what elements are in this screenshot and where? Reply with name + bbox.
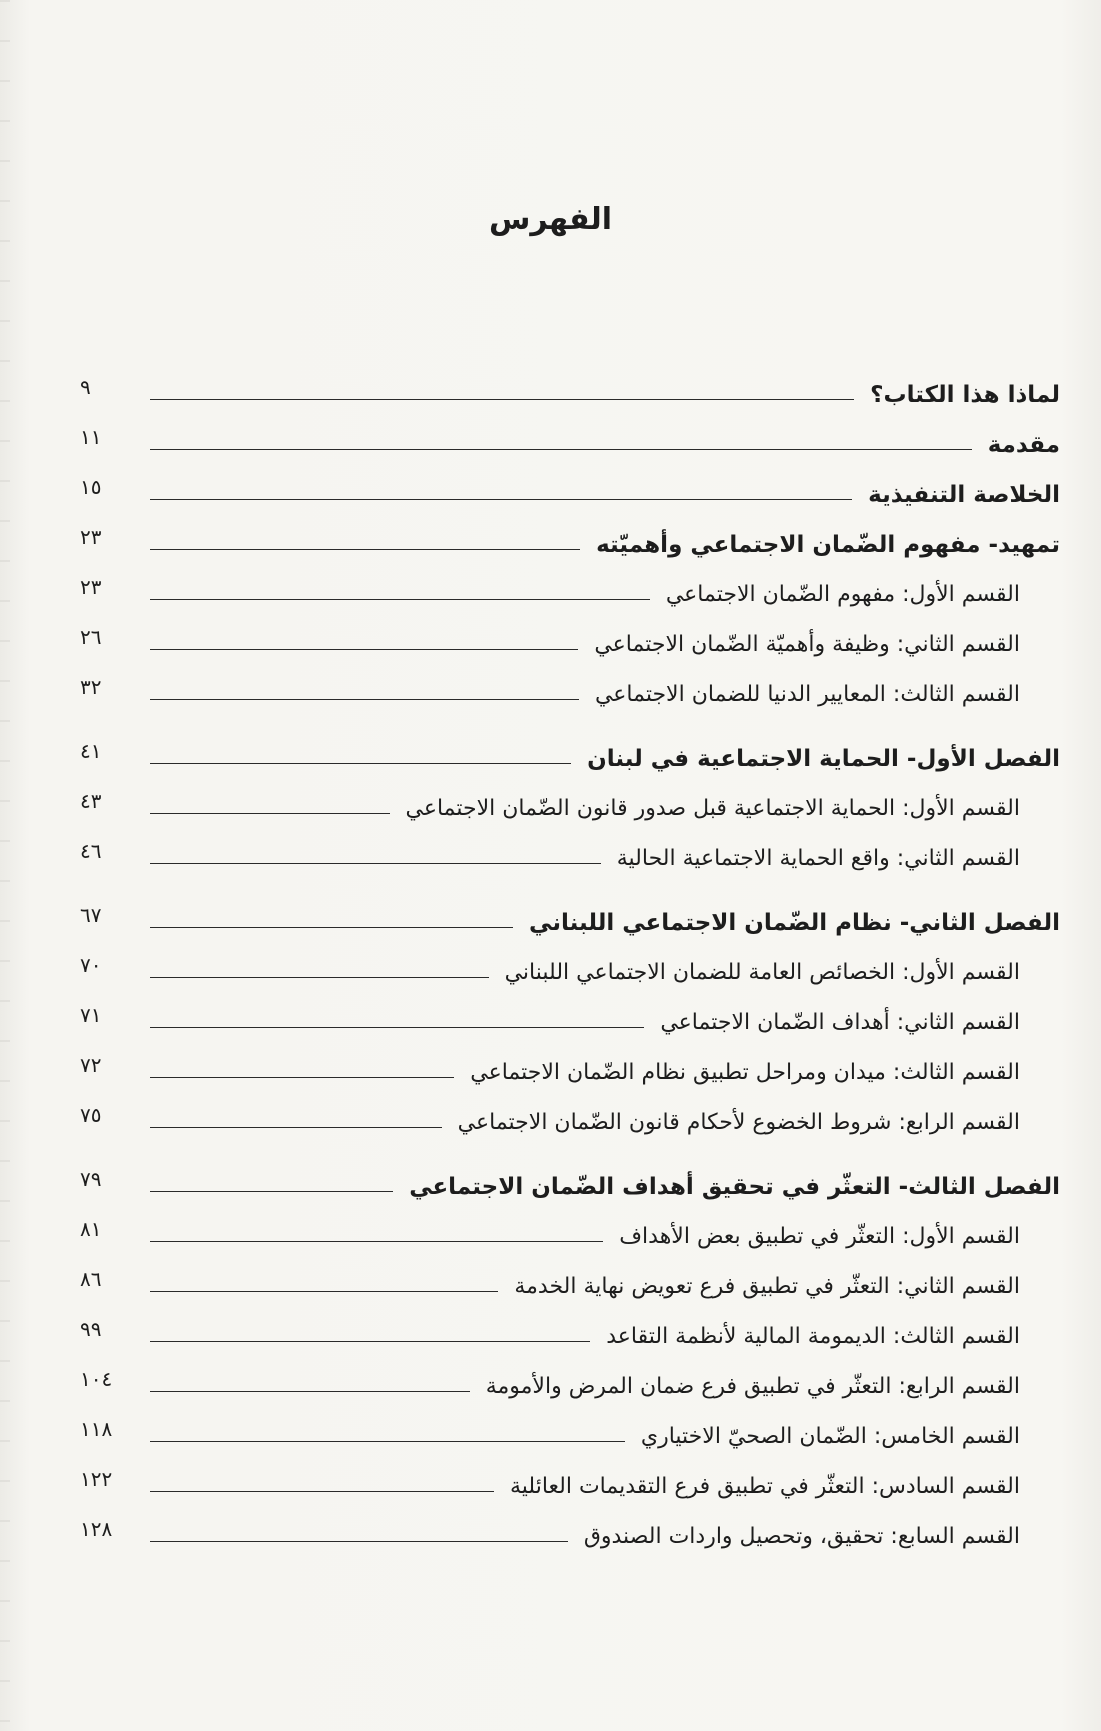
section-gap bbox=[80, 710, 1060, 724]
toc-page-number: ٩ bbox=[80, 375, 91, 399]
toc-page-number: ١١٨ bbox=[80, 1417, 113, 1441]
leader-line bbox=[150, 549, 580, 550]
toc-entry[interactable] bbox=[80, 510, 1060, 560]
toc-entry-label: القسم الأول: التعثّر في تطبيق بعض الأهداف bbox=[619, 1224, 1020, 1249]
toc-entry-label: القسم الثاني: وظيفة وأهميّة الضّمان الاجتماعي bbox=[594, 632, 1020, 657]
toc-entry-label: تمهيد- مفهوم الضّمان الاجتماعي وأهميّته bbox=[596, 532, 1060, 558]
table-of-contents bbox=[80, 360, 1060, 1552]
leader-line bbox=[150, 863, 601, 864]
toc-entry[interactable] bbox=[80, 888, 1060, 938]
toc-page-number: ٤٦ bbox=[80, 839, 102, 863]
toc-entry-label: القسم الأول: الحماية الاجتماعية قبل صدور قانون الضّمان الاجتماعي bbox=[405, 796, 1020, 821]
toc-entry[interactable] bbox=[80, 1502, 1060, 1552]
toc-entry-label: القسم الثالث: ميدان ومراحل تطبيق نظام الضّمان الاجتماعي bbox=[470, 1060, 1020, 1085]
toc-entry-label: الخلاصة التنفيذية bbox=[868, 482, 1060, 508]
leader-line bbox=[150, 499, 852, 500]
toc-page-number: ٤١ bbox=[80, 739, 102, 763]
toc-entry[interactable] bbox=[80, 560, 1060, 610]
toc-page-number: ١٢٨ bbox=[80, 1517, 113, 1541]
leader-line bbox=[150, 599, 650, 600]
toc-page-number: ٢٣ bbox=[80, 575, 102, 599]
toc-page-number: ٢٦ bbox=[80, 625, 102, 649]
page-title: الفهرس bbox=[488, 202, 612, 237]
toc-entry[interactable] bbox=[80, 1152, 1060, 1202]
toc-entry-label: القسم الثالث: الديمومة المالية لأنظمة التقاعد bbox=[606, 1324, 1020, 1349]
toc-entry[interactable] bbox=[80, 938, 1060, 988]
leader-line bbox=[150, 649, 578, 650]
toc-entry[interactable] bbox=[80, 824, 1060, 874]
toc-page-number: ٢٣ bbox=[80, 525, 102, 549]
toc-entry-label: القسم الثاني: واقع الحماية الاجتماعية الحالية bbox=[616, 846, 1020, 871]
toc-entry-label: القسم الثاني: التعثّر في تطبيق فرع تعويض نهاية الخدمة bbox=[514, 1274, 1020, 1299]
leader-line bbox=[150, 399, 854, 400]
leader-line bbox=[150, 1241, 603, 1242]
toc-entry[interactable] bbox=[80, 1088, 1060, 1138]
toc-page-number: ٨٦ bbox=[80, 1267, 102, 1291]
toc-entry[interactable] bbox=[80, 1252, 1060, 1302]
toc-entry-label: القسم الأول: الخصائص العامة للضمان الاجتماعي اللبناني bbox=[504, 960, 1020, 985]
toc-entry[interactable] bbox=[80, 1038, 1060, 1088]
leader-line bbox=[150, 1291, 498, 1292]
leader-line bbox=[150, 1441, 625, 1442]
leader-line bbox=[150, 1491, 494, 1492]
toc-entry[interactable] bbox=[80, 410, 1060, 460]
toc-entry[interactable] bbox=[80, 660, 1060, 710]
toc-entry-label: مقدمة bbox=[987, 432, 1060, 458]
toc-page-number: ٦٧ bbox=[80, 903, 102, 927]
toc-entry[interactable] bbox=[80, 988, 1060, 1038]
toc-entry[interactable] bbox=[80, 724, 1060, 774]
toc-page-number: ٧٢ bbox=[80, 1053, 102, 1077]
toc-entry-label: القسم الأول: مفهوم الضّمان الاجتماعي bbox=[665, 582, 1020, 607]
page-edge bbox=[0, 0, 10, 1731]
leader-line bbox=[150, 449, 972, 450]
toc-page-number: ٧٥ bbox=[80, 1103, 102, 1127]
section-gap bbox=[80, 1138, 1060, 1152]
toc-entry-label: القسم السادس: التعثّر في تطبيق فرع التقديمات العائلية bbox=[509, 1474, 1020, 1499]
leader-line bbox=[150, 927, 513, 928]
leader-line bbox=[150, 699, 579, 700]
toc-page-number: ١٢٢ bbox=[80, 1467, 113, 1491]
leader-line bbox=[150, 1391, 470, 1392]
toc-entry-label: القسم الخامس: الضّمان الصحيّ الاختياري bbox=[640, 1424, 1020, 1449]
leader-line bbox=[150, 1127, 442, 1128]
leader-line bbox=[150, 1191, 393, 1192]
leader-line bbox=[150, 1541, 568, 1542]
toc-entry[interactable] bbox=[80, 460, 1060, 510]
toc-entry[interactable] bbox=[80, 1202, 1060, 1252]
toc-page-number: ٧٩ bbox=[80, 1167, 102, 1191]
leader-line bbox=[150, 813, 390, 814]
toc-page-number: ٣٢ bbox=[80, 675, 102, 699]
toc-entry-label: القسم الثالث: المعايير الدنيا للضمان الاجتماعي bbox=[594, 682, 1020, 707]
toc-page-number: ١٥ bbox=[80, 475, 102, 499]
toc-entry-label: القسم الثاني: أهداف الضّمان الاجتماعي bbox=[660, 1010, 1020, 1035]
toc-entry-label: الفصل الثالث- التعثّر في تحقيق أهداف الضّمان الاجتماعي bbox=[409, 1174, 1060, 1200]
leader-line bbox=[150, 1341, 590, 1342]
section-gap bbox=[80, 874, 1060, 888]
toc-entry-label: الفصل الثاني- نظام الضّمان الاجتماعي اللبناني bbox=[529, 910, 1060, 936]
toc-page-number: ١١ bbox=[80, 425, 102, 449]
leader-line bbox=[150, 1077, 454, 1078]
leader-line bbox=[150, 763, 571, 764]
leader-line bbox=[150, 1027, 644, 1028]
toc-page-number: ٧١ bbox=[80, 1003, 102, 1027]
toc-entry[interactable] bbox=[80, 360, 1060, 410]
toc-page-number: ٤٣ bbox=[80, 789, 102, 813]
toc-entry-label: القسم السابع: تحقيق، وتحصيل واردات الصندوق bbox=[583, 1524, 1020, 1549]
toc-page-number: ٩٩ bbox=[80, 1317, 102, 1341]
toc-page-number: ١٠٤ bbox=[80, 1367, 113, 1391]
toc-entry[interactable] bbox=[80, 774, 1060, 824]
toc-page-number: ٧٠ bbox=[80, 953, 102, 977]
toc-entry[interactable] bbox=[80, 1352, 1060, 1402]
toc-page-number: ٨١ bbox=[80, 1217, 102, 1241]
toc-entry-label: لماذا هذا الكتاب؟ bbox=[870, 382, 1060, 408]
toc-entry-label: القسم الرابع: شروط الخضوع لأحكام قانون الضّمان الاجتماعي bbox=[457, 1110, 1020, 1135]
toc-entry-label: القسم الرابع: التعثّر في تطبيق فرع ضمان المرض والأمومة bbox=[485, 1374, 1020, 1399]
toc-entry[interactable] bbox=[80, 1402, 1060, 1452]
toc-entry[interactable] bbox=[80, 1302, 1060, 1352]
toc-entry-label: الفصل الأول- الحماية الاجتماعية في لبنان bbox=[587, 746, 1060, 772]
leader-line bbox=[150, 977, 489, 978]
toc-entry[interactable] bbox=[80, 610, 1060, 660]
toc-entry[interactable] bbox=[80, 1452, 1060, 1502]
